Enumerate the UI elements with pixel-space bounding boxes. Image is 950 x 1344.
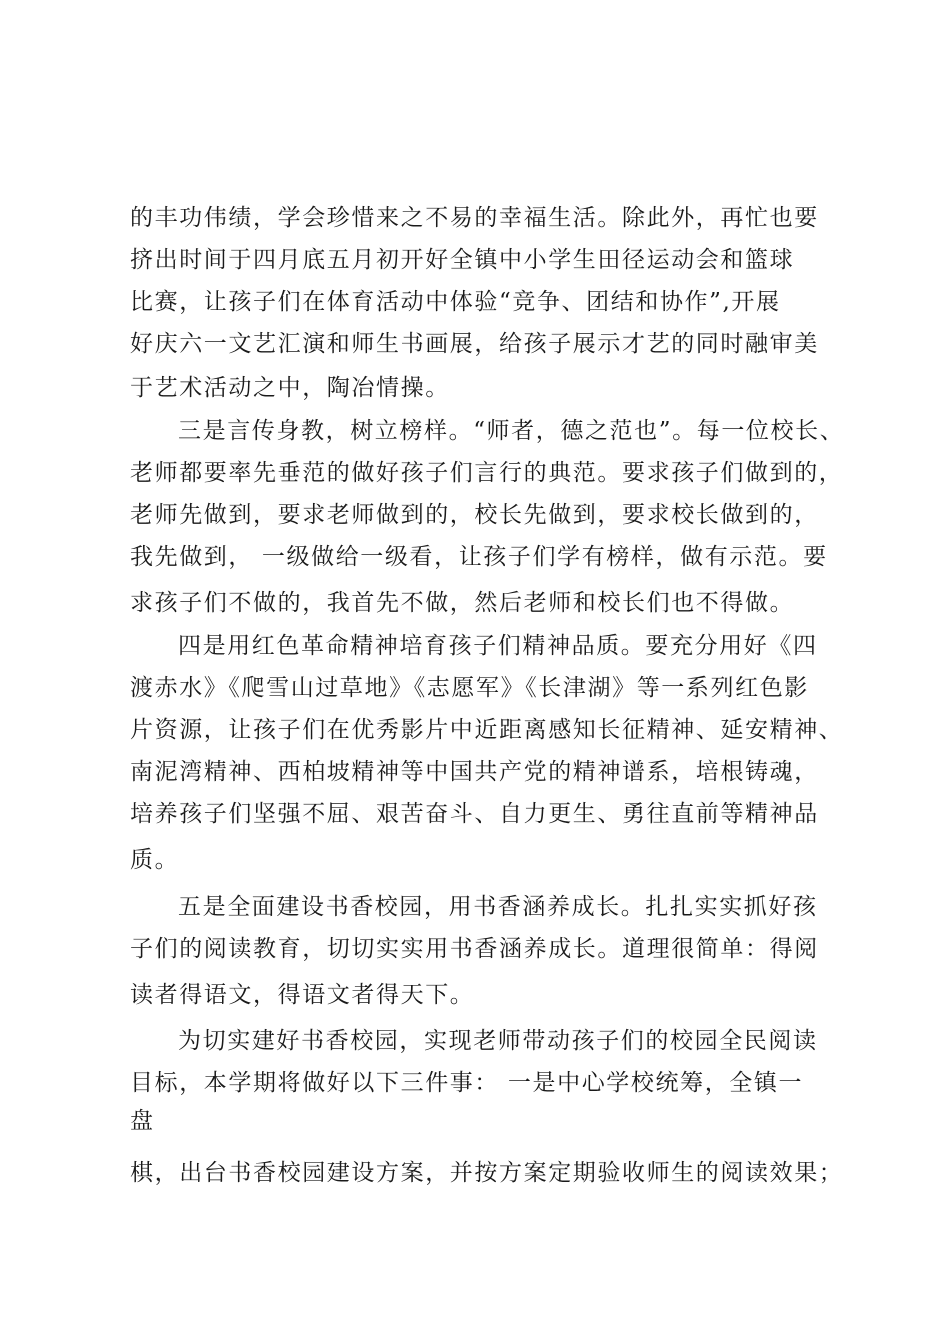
text-line: 南泥湾精神、西柏坡精神等中国共产党的精神谱系，培根铸魂， [130, 759, 819, 785]
paragraph-start-line: 三是言传身教，树立榜样。“师者，德之范也”。每一位校长、 [178, 418, 845, 444]
text-line: 比赛，让孩子们在体育活动中体验“竞争、团结和协作”,开展 [130, 289, 781, 315]
text-line: 培养孩子们坚强不屈、艰苦奋斗、自力更生、勇往直前等精神品 [130, 801, 819, 827]
text-line: 棋，出台书香校园建设方案，并按方案定期验收师生的阅读效果； [130, 1160, 844, 1186]
text-line: 片资源，让孩子们在优秀影片中近距离感知长征精神、延安精神、 [130, 717, 844, 743]
text-line: 盘 [130, 1108, 155, 1134]
text-line: 好庆六一文艺汇演和师生书画展，给孩子展示才艺的同时融审美 [130, 331, 819, 357]
text-line: 读者得语文，得语文者得天下。 [130, 982, 475, 1008]
text-line: 老师都要率先垂范的做好孩子们言行的典范。要求孩子们做到的， [130, 460, 844, 486]
paragraph-start-line: 五是全面建设书香校园，用书香涵养成长。扎扎实实抓好孩 [178, 894, 818, 920]
text-line: 子们的阅读教育，切切实实用书香涵养成长。道理很简单：得阅 [130, 936, 819, 962]
text-line: 的丰功伟绩，学会珍惜来之不易的幸福生活。除此外，再忙也要 [130, 205, 819, 231]
text-line: 于艺术活动之中，陶冶情操。 [130, 375, 450, 401]
text-line: 渡赤水》《爬雪山过草地》《志愿军》《长津湖》等一系列红色影 [130, 675, 809, 701]
text-line: 我先做到， 一级做给一级看，让孩子们学有榜样，做有示范。要 [130, 544, 828, 570]
text-line: 求孩子们不做的，我首先不做，然后老师和校长们也不得做。 [130, 590, 795, 616]
text-line: 老师先做到，要求老师做到的，校长先做到，要求校长做到的， [130, 502, 819, 528]
text-line: 目标，本学期将做好以下三件事： 一是中心学校统筹，全镇一 [130, 1070, 804, 1096]
paragraph-start-line: 为切实建好书香校园，实现老师带动孩子们的校园全民阅读 [178, 1028, 818, 1054]
text-line: 挤出时间于四月底五月初开好全镇中小学生田径运动会和篮球 [130, 247, 795, 273]
paragraph-start-line: 四是用红色革命精神培育孩子们精神品质。要充分用好《四 [178, 633, 818, 659]
text-line: 质。 [130, 847, 180, 873]
